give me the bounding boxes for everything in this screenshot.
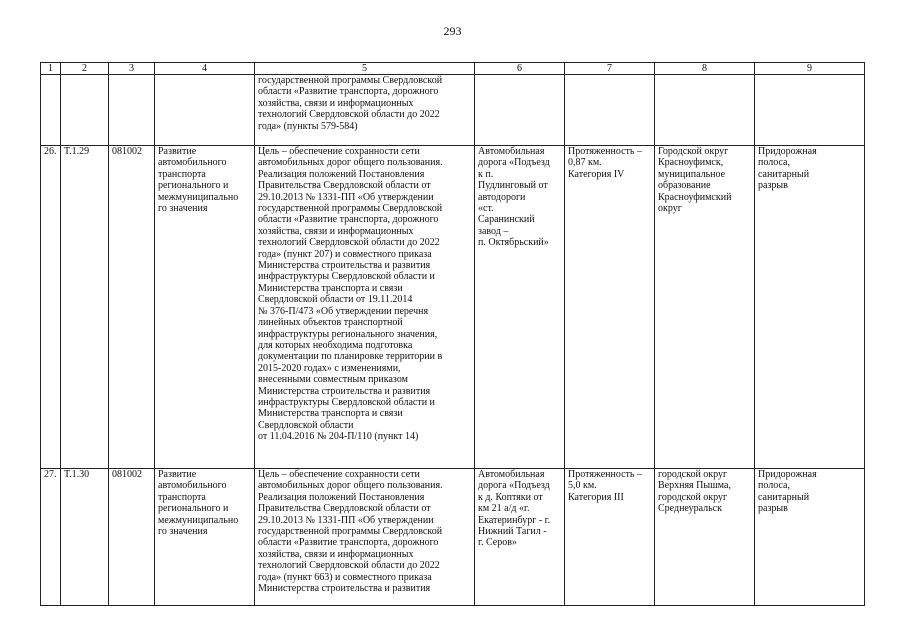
cell-category: Развитие автомобильного транспорта регионального и межмуниципально го значения <box>155 469 255 606</box>
page-number: 293 <box>443 24 462 38</box>
table-row <box>41 469 865 606</box>
column-header: 7 <box>565 63 655 75</box>
cell-purpose: Цель – обеспечение сохранности сети автомобильных дорог общего пользования. Реализация положений Постановления Правительства Свердловской области от 29.10.2013 № 1331-ПП «Об утверждении государственной программы Свердловской области «Развитие транспорта, дорожного хозяйства, связи и информационных технологий Свердловской области до 2022 года» (пункт 663) и совместного приказа Министерства строительства и развития <box>255 469 475 606</box>
column-header: 9 <box>755 63 865 75</box>
table-row-continuation <box>41 75 865 146</box>
cell-location: городской округ Верхняя Пышма, городской округ Среднеуральск <box>655 469 755 606</box>
cell-code <box>61 75 109 146</box>
cell-category <box>155 75 255 146</box>
cell-object-name: Автомобильная дорога «Подъезд к д. Коптяки от км 21 а/д «г. Екатеринбург - г. Нижний Тагил - г. Серов» <box>475 469 565 606</box>
cell-index <box>41 75 61 146</box>
cell-location: Городской округ Красноуфимск, муниципальное образование Красноуфимский округ <box>655 146 755 469</box>
column-number-header <box>41 63 865 75</box>
column-header: 5 <box>255 63 475 75</box>
cell-object-name <box>475 75 565 146</box>
cell-category: Развитие автомобильного транспорта регионального и межмуниципально го значения <box>155 146 255 469</box>
cell-index: 27. <box>41 469 61 606</box>
cell-index: 26. <box>41 146 61 469</box>
table-row <box>41 146 865 469</box>
cell-characteristics: Протяженность – 0,87 км. Категория IV <box>565 146 655 469</box>
cell-purpose: Цель – обеспечение сохранности сети автомобильных дорог общего пользования. Реализация положений Постановления Правительства Свердловской области от 29.10.2013 № 1331-ПП «Об утверждении государственной программы Свердловской области «Развитие транспорта, дорожного хозяйства, связи и информационных технологий Свердловской области до 2022 года» (пункт 207) и совместного приказа Министерства строительства и развития инфраструктуры Свердловской области и Министерства транспорта и связи Свердловской области от 19.11.2014 № 376-П/473 «Об утверждении перечня линейных объектов транспортной инфраструктуры регионального значения, для которых необходима подготовка документации по планировке территории в 2015-2020 годах» с изменениями, внесенными совместным приказом Министерства строительства и развития инфраструктуры Свердловской области и Министерства транспорта и связи Свердловской области от 11.04.2016 № 204-П/110 (пункт 14) <box>255 146 475 469</box>
column-header: 6 <box>475 63 565 75</box>
column-header: 2 <box>61 63 109 75</box>
cell-characteristics <box>565 75 655 146</box>
cell-class-code: 081002 <box>109 146 155 469</box>
document-table <box>40 62 865 606</box>
cell-zones: Придорожная полоса, санитарный разрыв <box>755 469 865 606</box>
cell-characteristics: Протяженность – 5,0 км. Категория III <box>565 469 655 606</box>
cell-object-name: Автомобильная дорога «Подъезд к п. Пудлинговый от автодороги «ст. Саранинский завод – п. Октябрьский» <box>475 146 565 469</box>
cell-class-code: 081002 <box>109 469 155 606</box>
cell-zones: Придорожная полоса, санитарный разрыв <box>755 146 865 469</box>
column-header: 4 <box>155 63 255 75</box>
cell-location <box>655 75 755 146</box>
cell-purpose: государственной программы Свердловской области «Развитие транспорта, дорожного хозяйства, связи и информационных технологий Свердловской области до 2022 года» (пункты 579-584) <box>255 75 475 146</box>
column-header: 1 <box>41 63 61 75</box>
column-header: 3 <box>109 63 155 75</box>
cell-zones <box>755 75 865 146</box>
column-header: 8 <box>655 63 755 75</box>
cell-code: Т.1.29 <box>61 146 109 469</box>
cell-code: Т.1.30 <box>61 469 109 606</box>
cell-class-code <box>109 75 155 146</box>
